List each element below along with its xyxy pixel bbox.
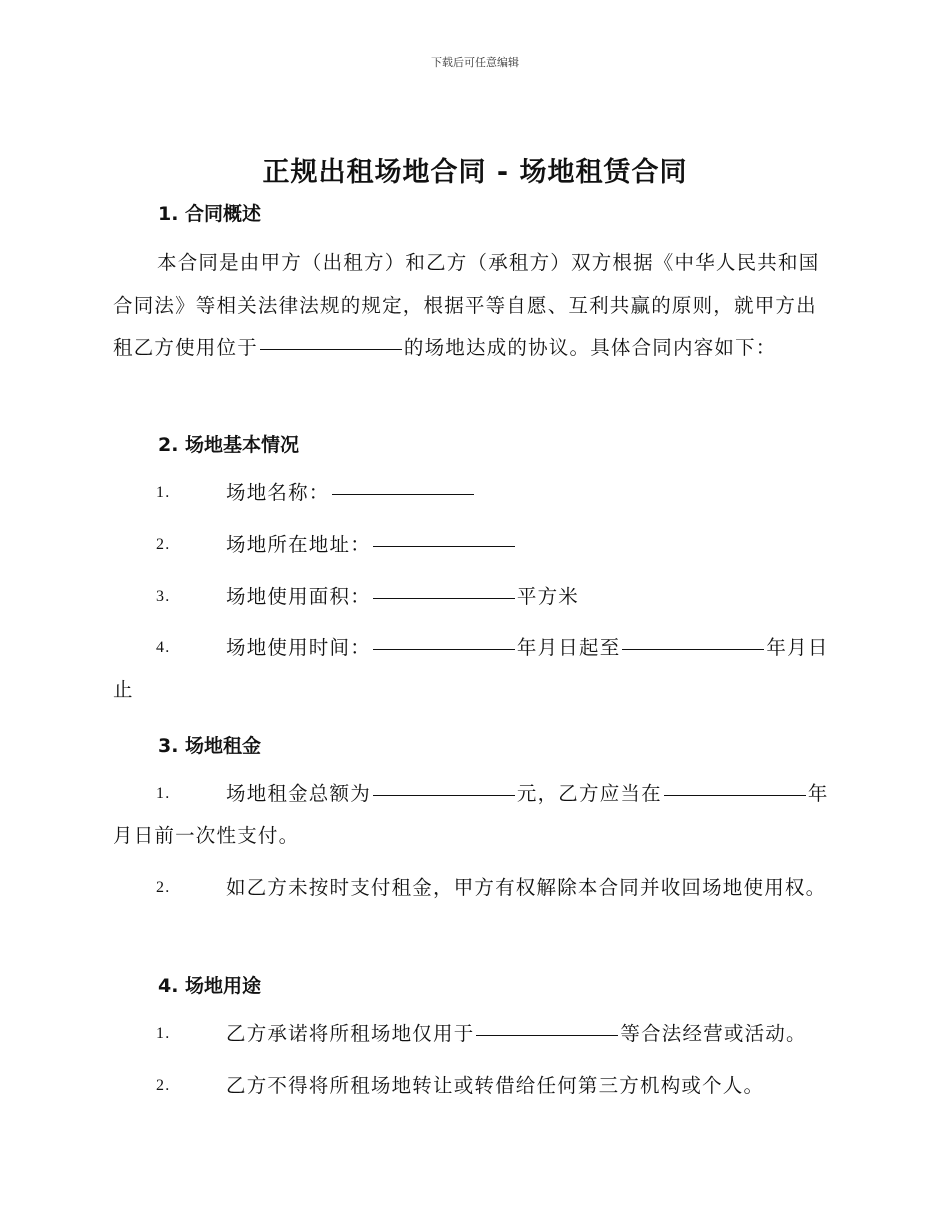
item-text: 场地使用面积： — [226, 585, 371, 608]
item-text-end: 年月日止 — [113, 636, 829, 701]
area-blank — [373, 597, 515, 599]
section-1-paragraph — [113, 242, 833, 370]
item-number: 1. — [156, 785, 171, 802]
section-1-text-b: 的场地达成的协议。具体合同内容如下： — [403, 336, 777, 359]
rent-amount-blank — [373, 794, 515, 796]
list-item — [113, 472, 838, 514]
item-text: 乙方不得将所租场地转让或转借给任何第三方机构或个人。 — [226, 1074, 765, 1097]
item-text-end: 等合法经营或活动。 — [620, 1022, 807, 1045]
name-blank — [332, 493, 474, 495]
item-text: 场地名称： — [226, 481, 330, 504]
list-item — [113, 1065, 838, 1107]
document-title: 正规出租场地合同 - 场地租赁合同 — [262, 157, 688, 188]
section-3-heading: 3. 场地租金 — [158, 735, 262, 757]
item-text-end: 年月日前一次性支付。 — [113, 782, 829, 847]
item-number: 2. — [156, 1077, 171, 1094]
section-2-heading: 2. 场地基本情况 — [158, 434, 300, 456]
list-item — [113, 1013, 838, 1055]
list-item — [113, 773, 838, 857]
list-item — [113, 576, 838, 618]
item-number: 1. — [156, 484, 171, 501]
item-text-mid: 元，乙方应当在 — [516, 782, 662, 805]
location-blank — [260, 348, 402, 350]
section-1-text-a: 本合同是由甲方（出租方）和乙方（承租方）双方根据《中华人民共和国合同法》等相关法律法规的规定，根据平等自愿、互利共赢的原则，就甲方出租乙方使用位于 — [113, 251, 820, 359]
item-number: 1. — [156, 1025, 171, 1042]
address-blank — [373, 545, 515, 547]
list-item — [113, 524, 838, 566]
item-text: 场地租金总额为 — [226, 782, 371, 805]
start-date-blank — [373, 648, 515, 650]
item-number: 4. — [156, 639, 171, 656]
list-item — [113, 627, 838, 711]
section-1-heading: 1. 合同概述 — [158, 203, 262, 225]
item-text-mid: 年月日起至 — [516, 636, 621, 659]
item-number: 2. — [156, 536, 171, 553]
usage-blank — [476, 1034, 618, 1036]
header-note: 下载后可任意编辑 — [431, 56, 519, 69]
end-date-blank — [622, 648, 764, 650]
payment-date-blank — [664, 794, 806, 796]
item-number: 3. — [156, 588, 171, 605]
item-text-unit: 平方米 — [516, 585, 580, 608]
item-text: 场地使用时间： — [226, 636, 371, 659]
item-text: 场地所在地址： — [226, 533, 371, 556]
section-4-heading: 4. 场地用途 — [158, 975, 262, 997]
item-number: 2. — [156, 879, 171, 896]
item-text: 如乙方未按时支付租金，甲方有权解除本合同并收回场地使用权。 — [226, 876, 827, 899]
item-text: 乙方承诺将所租场地仅用于 — [226, 1022, 475, 1045]
list-item — [113, 867, 838, 909]
